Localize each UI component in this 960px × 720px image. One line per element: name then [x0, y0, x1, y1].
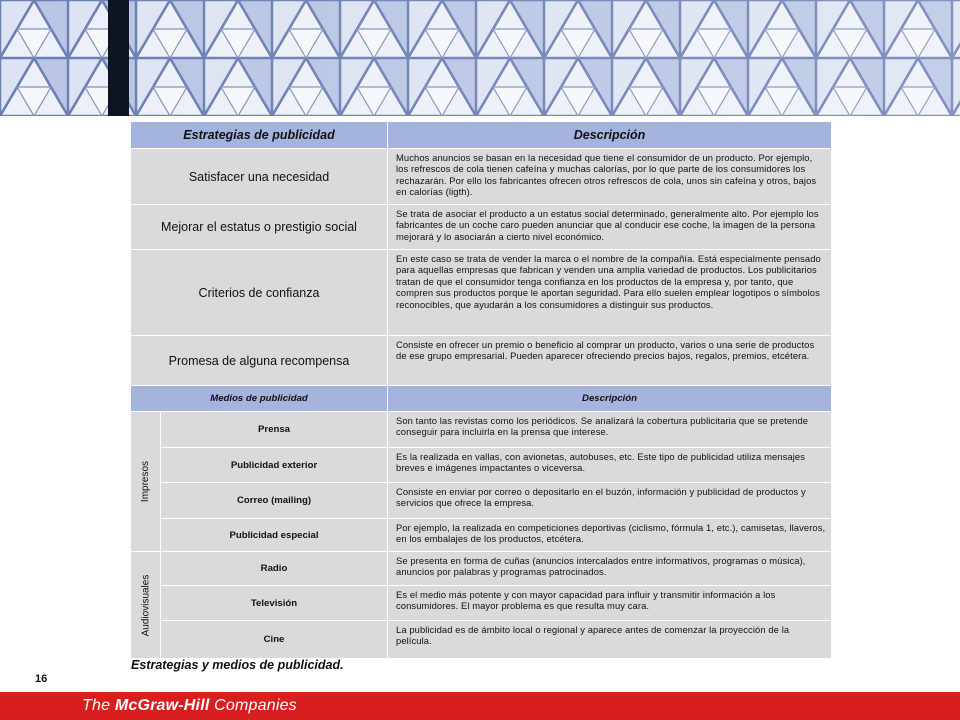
media-description: Es el medio más potente y con mayor capacidad para influir y transmitir información a los consumidores. El mayor problema es que resulta muy cara. [388, 586, 832, 621]
strategy-description: En este caso se trata de vender la marca o el nombre de la compañía. Está especialmente pensado para aquellas empresas que fabrican y venden una amplia variedad de productos. Los publicitarios tratan de que el consumidor tenga confianza en los productos de la empresa y, por tanto, que compren sus productos porque le aportan seguridad. Para ello suelen emplear logotipos o símbolos reconocibles, que ayudarán a los consumidores a distinguir sus productos. [388, 250, 832, 336]
media-description: Son tanto las revistas como los periódicos. Se analizará la cobertura publicitaria que se pretende conseguir para incluirla en la prensa que interese. [388, 412, 832, 448]
media-name: Publicidad especial [161, 519, 388, 552]
media-description: Es la realizada en vallas, con avionetas, autobuses, etc. Este tipo de publicidad utiliza mensajes breves e imágenes impactantes o viceversa. [388, 448, 832, 483]
header-banner [0, 0, 960, 116]
strategy-name: Satisfacer una necesidad [131, 149, 388, 205]
group-impresos [131, 412, 161, 552]
brand-prefix: The [82, 697, 115, 714]
media-description: Por ejemplo, la realizada en competiciones deportivas (ciclismo, fórmula 1, etc.), camisetas, llaveros, en los embalajes de los productos, etcétera. [388, 519, 832, 552]
media-description: La publicidad es de ámbito local o regional y aparece antes de comenzar la proyección de la película. [388, 621, 832, 659]
media-name: Cine [161, 621, 388, 659]
media-name: Publicidad exterior [161, 448, 388, 483]
strategy-description: Consiste en ofrecer un premio o beneficio al comprar un producto, varios o una serie de productos de ese grupo empresarial. Pueden aparecer ofreciendo precios bajos, regalos, premios, etcétera. [388, 336, 832, 386]
strategies-media-table [131, 122, 832, 659]
table-caption: Estrategias y medios de publicidad. [131, 658, 344, 672]
media-description: Consiste en enviar por correo o depositarlo en el buzón, información y publicidad de productos y servicios que ofrece la empresa. [388, 483, 832, 519]
footer-bar [0, 692, 960, 720]
strategy-name: Mejorar el estatus o prestigio social [131, 205, 388, 250]
header-strategy: Estrategias de publicidad [131, 122, 388, 149]
header-media-description: Descripción [388, 386, 832, 412]
media-name: Prensa [161, 412, 388, 448]
strategy-name: Promesa de alguna recompensa [131, 336, 388, 386]
strategy-description: Muchos anuncios se basan en la necesidad que tiene el consumidor de un producto. Por ejemplo, los refrescos de cola tienen cafeína y muchas calorías, por lo que parte de los consumidores los rechazarán. Por ello los fabricantes ofrecen otros refrescos de cola, unos sin cafeína y otros, bajos en calorías (ligth). [388, 149, 832, 205]
group-label: Audiovisuales [140, 574, 151, 636]
triangle-pattern [0, 0, 960, 116]
media-name: Televisión [161, 586, 388, 621]
media-name: Radio [161, 552, 388, 586]
header-media: Medios de publicidad [131, 386, 388, 412]
banner-dark-stripe [108, 0, 129, 116]
media-description: Se presenta en forma de cuñas (anuncios intercalados entre informativos, programas o música), anuncios por palabras y programas patrocinados. [388, 552, 832, 586]
strategy-name: Criterios de confianza [131, 250, 388, 336]
page-number: 16 [35, 673, 48, 685]
header-description: Descripción [388, 122, 832, 149]
brand-suffix: Companies [209, 697, 297, 714]
group-audiovisuales [131, 552, 161, 659]
media-name: Correo (mailing) [161, 483, 388, 519]
brand-logo [82, 697, 297, 715]
brand-name: McGraw-Hill [114, 697, 210, 714]
strategy-description: Se trata de asociar el producto a un estatus social determinado, generalmente alto. Por ejemplo los fabricantes de un coche caro pueden anunciar que al conducir ese coche, la imagen de la persona mejorará y lo asociarán a cierto nivel económico. [388, 205, 832, 250]
group-label: Impresos [140, 460, 151, 503]
